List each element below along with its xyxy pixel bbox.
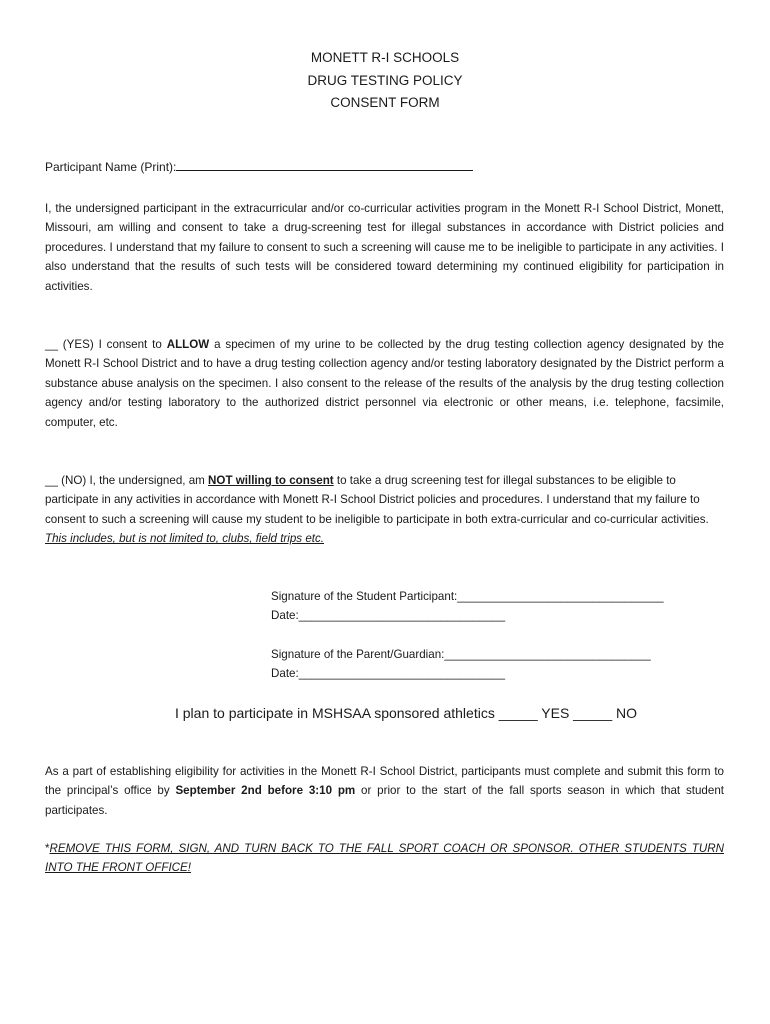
consent-intro-paragraph [45, 199, 724, 296]
return-instructions [45, 839, 724, 878]
eligibility-paragraph [45, 762, 724, 820]
no-option-text: to take a drug screening test for illegal substances to be eligible to participate in any activities in accordance with Monett R-I School District policies and procedures. I understand that my failure to consent to such a screening will cause my student to be ineligible to participate in both extra-curricular and co-curricular activities. [45, 474, 709, 526]
mshsaa-participation-line[interactable] [0, 703, 770, 723]
return-instructions-text: REMOVE THIS FORM, SIGN, AND TURN BACK TO THE FALL SPORT COACH OR SPONSOR. OTHER STUDENTS TURN INTO THE FRONT OFFICE! [45, 842, 724, 875]
parent-signature-label: Signature of the Parent/Guardian: [271, 648, 445, 661]
policy-title: DRUG TESTING POLICY [307, 72, 463, 88]
yes-option-emphasis: ALLOW [166, 338, 210, 351]
mshsaa-text[interactable]: I plan to participate in MSHSAA sponsored athletics _____ YES _____ NO [174, 705, 638, 721]
eligibility-text-before: As a part of establishing eligibility for activities in the Monett R-I School District, participants must complete and submit this form to the principal’s office by [45, 765, 724, 798]
student-date-row[interactable] [271, 606, 664, 625]
form-header [0, 47, 770, 115]
no-option-prefix[interactable]: __ (NO) I, the undersigned, am [45, 474, 209, 487]
student-date-label: Date: [271, 609, 299, 623]
eligibility-text-after: or prior to the start of the fall sports season in which that student participates. [45, 784, 724, 817]
no-consent-option [45, 471, 724, 549]
parent-signature-row[interactable] [271, 645, 651, 664]
form-title: CONSENT FORM [330, 95, 440, 110]
yes-option-text: a specimen of my urine to be collected by the drug testing collection agency designated by the Monett R-I School District and to have a drug testing collection agency and/or testing laboratory designated by the District perform a substance abuse analysis on the specimen. I also consent to the release of the results of the analysis by the drug testing collection agency and/or testing laboratory to the authorized district personnel via electronic or other means, i.e. telephone, facsimile, computer, etc. [45, 338, 724, 429]
student-signature-row[interactable] [271, 587, 664, 606]
yes-option-prefix[interactable]: __ (YES) I consent to [45, 338, 167, 351]
participant-name-blank[interactable] [176, 159, 473, 171]
parent-signature-line[interactable]: ________________________________ [444, 648, 651, 661]
participant-name-label: Participant Name (Print): [45, 160, 177, 174]
no-option-note: This includes, but is not limited to, clubs, field trips etc. [45, 532, 325, 546]
school-name: MONETT R-I SCHOOLS [310, 50, 460, 65]
participant-name-field[interactable] [45, 158, 473, 177]
parent-date-line[interactable]: ________________________________ [298, 667, 506, 681]
student-signature-block [271, 587, 664, 626]
parent-date-label: Date: [271, 667, 299, 681]
student-signature-label: Signature of the Student Participant: [271, 590, 458, 603]
student-signature-line[interactable]: ________________________________ [457, 590, 664, 603]
return-instructions-star: * [45, 842, 50, 855]
parent-signature-block [271, 645, 651, 684]
yes-consent-option [45, 335, 724, 432]
student-date-line[interactable]: ________________________________ [298, 609, 506, 623]
parent-date-row[interactable] [271, 664, 651, 683]
submission-deadline: September 2nd before 3:10 pm [175, 784, 356, 798]
no-option-emphasis: NOT willing to consent [208, 474, 334, 487]
consent-intro-text: I, the undersigned participant in the extracurricular and/or co-curricular activities program in the Monett R-I School District, Monett, Missouri, am willing and consent to take a drug-screening test for illegal substances in accordance with District policies and procedures. I understand that my failure to consent to such a screening will cause me to be ineligible to participate in any activities. I also understand that the results of such tests will be considered toward determining my continued eligibility for participation in activities. [45, 202, 724, 293]
